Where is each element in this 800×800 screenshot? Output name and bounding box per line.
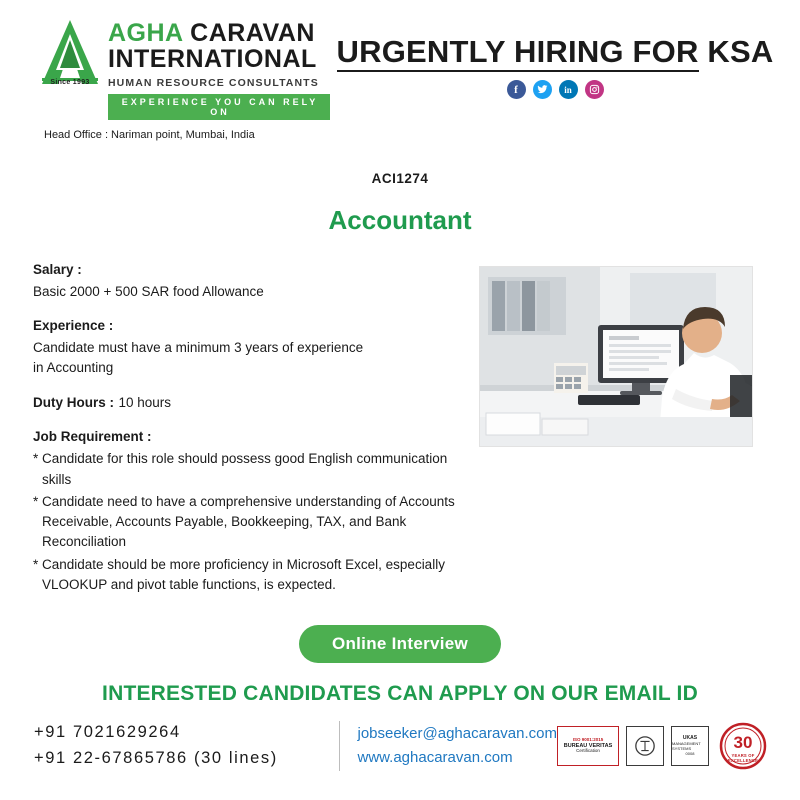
logo-word-international: INTERNATIONAL bbox=[108, 45, 317, 74]
phone-primary[interactable]: +91 7021629264 bbox=[34, 723, 181, 741]
bureau-veritas-mark-icon bbox=[626, 726, 664, 766]
iso-line-2: BUREAU VERITAS bbox=[563, 742, 613, 749]
job-requirement-label: Job Requirement : bbox=[33, 429, 152, 445]
experience-value-line-1: Candidate must have a minimum 3 years of experience bbox=[33, 340, 364, 356]
duty-hours-label: Duty Hours : bbox=[33, 395, 114, 411]
agha-caravan-logo-icon bbox=[40, 18, 100, 90]
logo-text bbox=[108, 18, 330, 120]
list-item-text: Candidate should be more proficiency in Microsoft Excel, especially VLOOKUP and pivot table functions, is expected. bbox=[42, 556, 445, 592]
instagram-icon[interactable] bbox=[585, 80, 604, 99]
logo-subtitle: HUMAN RESOURCE CONSULTANTS bbox=[108, 76, 319, 89]
duty-hours-section bbox=[33, 394, 463, 412]
iso-certification-icon bbox=[557, 726, 619, 766]
list-item-text: Candidate need to have a comprehensive understanding of Accounts Receivable, Accounts Payable, Bookkeeping, TAX, and Bank Reconciliation bbox=[42, 493, 455, 550]
thirty-years-badge-icon bbox=[716, 721, 770, 771]
list-item bbox=[33, 492, 463, 553]
job-title: Accountant bbox=[328, 204, 472, 235]
cta-section bbox=[0, 625, 800, 663]
job-details bbox=[0, 262, 800, 595]
salary-section bbox=[33, 262, 463, 302]
facebook-icon[interactable]: f bbox=[507, 80, 526, 99]
list-item-text: Candidate for this role should possess good English communication skills bbox=[42, 451, 448, 487]
years-number: 30 bbox=[733, 732, 753, 752]
logo-tagline: EXPERIENCE YOU CAN RELY ON bbox=[108, 94, 330, 120]
phone-secondary[interactable]: +91 22-67865786 (30 lines) bbox=[34, 748, 278, 767]
experience-label: Experience : bbox=[33, 318, 114, 334]
ukas-number: 0008 bbox=[685, 751, 695, 757]
company-logo-block bbox=[40, 18, 330, 120]
certification-badges bbox=[557, 721, 776, 771]
page-title bbox=[330, 34, 780, 70]
iso-line-1: ISO 9001:2015 bbox=[572, 736, 604, 742]
job-details-text-column bbox=[33, 262, 463, 595]
salary-label: Salary : bbox=[33, 261, 82, 277]
head-office-address: Head Office : Nariman point, Mumbai, India bbox=[44, 128, 255, 141]
experience-value-line-2: in Accounting bbox=[33, 359, 114, 375]
footer-contact-row bbox=[0, 720, 800, 771]
experience-section bbox=[33, 318, 463, 377]
job-code: ACI1274 bbox=[371, 170, 429, 186]
online-interview-button[interactable]: Online Interview bbox=[299, 625, 501, 663]
iso-line-3: Certification bbox=[576, 747, 600, 753]
list-item bbox=[33, 555, 463, 596]
bullet-marker-icon: * bbox=[33, 556, 39, 572]
logo-word-caravan: CARAVAN bbox=[190, 19, 315, 47]
website-link[interactable]: www.aghacaravan.com bbox=[357, 748, 513, 766]
since-label: Since 1993 bbox=[50, 79, 90, 86]
salary-value: Basic 2000 + 500 SAR food Allowance bbox=[33, 283, 264, 299]
twitter-icon[interactable] bbox=[533, 80, 552, 99]
footer-title: INTERESTED CANDIDATES CAN APPLY ON OUR EMAIL ID bbox=[102, 682, 698, 705]
social-links bbox=[330, 80, 780, 99]
hero-block bbox=[330, 18, 780, 99]
bullet-marker-icon: * bbox=[33, 493, 39, 509]
job-requirement-list bbox=[33, 449, 463, 595]
header bbox=[0, 0, 800, 120]
hero-title-highlight: KSA bbox=[707, 34, 774, 69]
list-item bbox=[33, 449, 463, 490]
ukas-accreditation-icon bbox=[671, 726, 709, 766]
ukas-sub-label: MANAGEMENT SYSTEMS bbox=[672, 741, 701, 752]
email-link[interactable]: jobseeker@aghacaravan.com bbox=[357, 724, 557, 742]
logo-word-agha: AGHA bbox=[108, 19, 183, 47]
divider bbox=[339, 721, 340, 771]
accountant-photo bbox=[479, 266, 753, 447]
footer bbox=[0, 678, 800, 800]
duty-hours-value: 10 hours bbox=[118, 395, 171, 411]
linkedin-icon[interactable]: in bbox=[559, 80, 578, 99]
ukas-label: UKAS bbox=[682, 735, 698, 742]
email-block bbox=[357, 722, 557, 770]
bullet-marker-icon: * bbox=[33, 451, 39, 467]
phone-numbers bbox=[24, 720, 335, 771]
years-label: YEARS OF EXCELLENCE bbox=[727, 752, 759, 763]
hero-title-prefix: URGENTLY HIRING FOR bbox=[337, 34, 699, 72]
job-requirement-section bbox=[33, 429, 463, 595]
